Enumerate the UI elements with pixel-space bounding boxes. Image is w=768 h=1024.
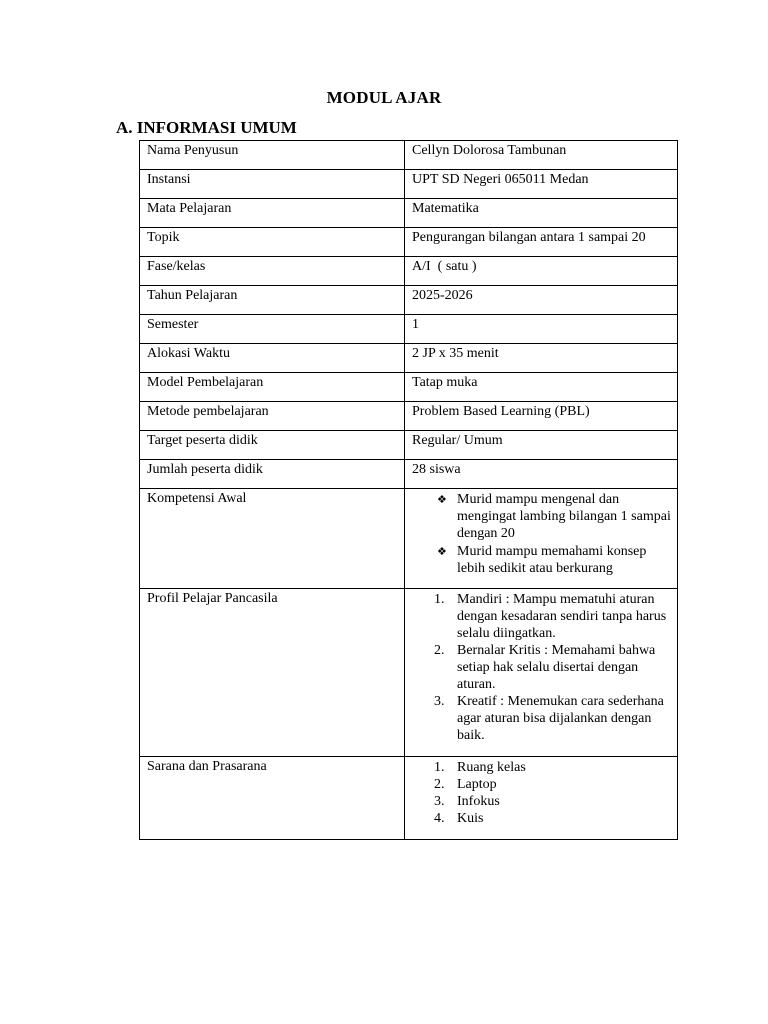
section-heading: A. INFORMASI UMUM xyxy=(116,118,297,137)
page-title: MODUL AJAR xyxy=(326,88,442,107)
row-value: 1 xyxy=(405,315,678,344)
row-label: Alokasi Waktu xyxy=(140,344,405,373)
list-item xyxy=(434,642,671,693)
list-item xyxy=(434,810,671,827)
row-label: Tahun Pelajaran xyxy=(140,286,405,315)
row-label: Instansi xyxy=(140,170,405,199)
row-value: 2 JP x 35 menit xyxy=(405,344,678,373)
row-value: A/I ( satu ) xyxy=(405,257,678,286)
row-value: Cellyn Dolorosa Tambunan xyxy=(405,141,678,170)
list-item xyxy=(434,693,671,744)
list-item-text: Mandiri : Mampu mematuhi aturan dengan kesadaran sendiri tanpa harus selalu diingatkan. xyxy=(457,592,667,641)
list-item xyxy=(437,543,671,577)
list-item-text: Kuis xyxy=(457,811,484,826)
list-item xyxy=(434,776,671,793)
row-value: UPT SD Negeri 065011 Medan xyxy=(405,170,678,199)
row-label: Nama Penyusun xyxy=(140,141,405,170)
table-row xyxy=(140,344,678,373)
kompetensi-list xyxy=(412,491,671,577)
profil-list xyxy=(412,591,671,744)
list-number: 1. xyxy=(434,760,445,775)
list-item-text: Ruang kelas xyxy=(457,760,526,775)
row-value xyxy=(405,489,678,589)
row-label: Semester xyxy=(140,315,405,344)
row-value: Matematika xyxy=(405,199,678,228)
table-row xyxy=(140,402,678,431)
row-label: Kompetensi Awal xyxy=(140,489,405,589)
row-label: Profil Pelajar Pancasila xyxy=(140,589,405,757)
row-value: Pengurangan bilangan antara 1 sampai 20 xyxy=(405,228,678,257)
row-value: Tatap muka xyxy=(405,373,678,402)
row-value: Regular/ Umum xyxy=(405,431,678,460)
diamond-bullet-icon: ❖ xyxy=(437,545,447,558)
list-item xyxy=(437,491,671,542)
row-value xyxy=(405,757,678,840)
list-item-text: Murid mampu mengenal dan mengingat lambing bilangan 1 sampai dengan 20 xyxy=(457,492,671,541)
table-row xyxy=(140,257,678,286)
row-label: Topik xyxy=(140,228,405,257)
table-row xyxy=(140,228,678,257)
list-item-text: Laptop xyxy=(457,777,497,792)
list-number: 1. xyxy=(434,592,445,607)
table-row xyxy=(140,286,678,315)
diamond-bullet-icon: ❖ xyxy=(437,493,447,506)
row-label: Model Pembelajaran xyxy=(140,373,405,402)
table-row xyxy=(140,170,678,199)
list-number: 3. xyxy=(434,794,445,809)
list-item-text: Murid mampu memahami konsep lebih sedikit atau berkurang xyxy=(457,544,647,576)
list-number: 3. xyxy=(434,694,445,709)
list-item-text: Bernalar Kritis : Memahami bahwa setiap hak selalu disertai dengan aturan. xyxy=(457,643,656,692)
list-number: 4. xyxy=(434,811,445,826)
list-item-text: Infokus xyxy=(457,794,500,809)
table-row xyxy=(140,199,678,228)
table-row xyxy=(140,315,678,344)
table-row xyxy=(140,460,678,489)
row-label: Metode pembelajaran xyxy=(140,402,405,431)
list-item xyxy=(434,591,671,642)
row-value: 2025-2026 xyxy=(405,286,678,315)
row-value xyxy=(405,589,678,757)
list-number: 2. xyxy=(434,777,445,792)
row-label: Fase/kelas xyxy=(140,257,405,286)
row-value: Problem Based Learning (PBL) xyxy=(405,402,678,431)
table-row xyxy=(140,141,678,170)
list-item xyxy=(434,793,671,810)
list-number: 2. xyxy=(434,643,445,658)
table-row-kompetensi-awal xyxy=(140,489,678,589)
table-row-profil-pelajar xyxy=(140,589,678,757)
list-item xyxy=(434,759,671,776)
row-label: Jumlah peserta didik xyxy=(140,460,405,489)
row-label: Mata Pelajaran xyxy=(140,199,405,228)
row-label: Sarana dan Prasarana xyxy=(140,757,405,840)
table-row xyxy=(140,431,678,460)
sarana-list xyxy=(412,759,671,827)
table-row xyxy=(140,373,678,402)
list-item-text: Kreatif : Menemukan cara sederhana agar aturan bisa dijalankan dengan baik. xyxy=(457,694,664,743)
row-label: Target peserta didik xyxy=(140,431,405,460)
informasi-umum-table xyxy=(139,140,678,840)
table-row-sarana-prasarana xyxy=(140,757,678,840)
row-value: 28 siswa xyxy=(405,460,678,489)
